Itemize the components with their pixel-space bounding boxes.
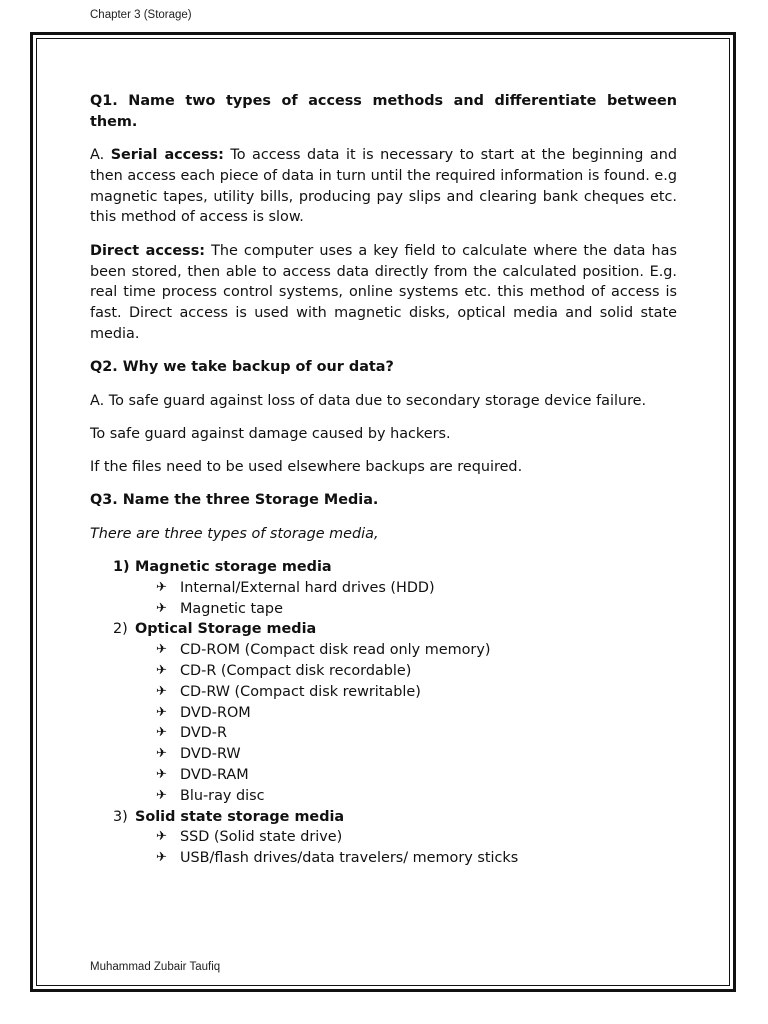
serial-access-text: To access data it is necessary to start at the beginning and then access each piece of data in turn until the required information is found. e.g magnetic tapes, utility bills, producing pay slips and clearing bank cheques etc. this method of access is slow. (90, 147, 677, 226)
list-subitem (90, 786, 677, 807)
arrow-bullet-icon: ✈ (156, 704, 167, 720)
list-subitem-text: DVD-R (180, 725, 227, 742)
list-number: 2) (113, 621, 128, 638)
list-subitem-text: CD-RW (Compact disk rewritable) (180, 683, 421, 700)
list-subitem-text: CD-R (Compact disk recordable) (180, 663, 412, 680)
answer-backup-1: A. To safe guard against loss of data due to secondary storage device failure. (90, 392, 647, 409)
list-subitem-text: Internal/External hard drives (HDD) (180, 579, 435, 596)
arrow-bullet-icon: ✈ (156, 642, 167, 658)
list-subitem-text: SSD (Solid state drive) (180, 829, 343, 846)
list-subitem (90, 703, 677, 724)
list-subitem-text: CD-ROM (Compact disk read only memory) (180, 642, 491, 659)
page-footer: Muhammad Zubair Taufiq (90, 961, 221, 973)
arrow-bullet-icon: ✈ (156, 663, 167, 679)
list-subitem (90, 682, 677, 703)
list-subitem-text: Magnetic tape (180, 600, 283, 617)
answer-direct-access (90, 241, 677, 345)
question-2: Q2. Why we take backup of our data? (90, 359, 394, 376)
list-subitem-text: Blu-ray disc (180, 787, 265, 804)
arrow-bullet-icon: ✈ (156, 787, 167, 803)
arrow-bullet-icon: ✈ (156, 829, 167, 845)
serial-access-term: Serial access: (110, 147, 224, 164)
direct-access-term: Direct access: (90, 242, 206, 259)
question-3: Q3. Name the three Storage Media. (90, 492, 379, 509)
storage-media-list (90, 557, 677, 869)
page-header: Chapter 3 (Storage) (90, 9, 192, 21)
arrow-bullet-icon: ✈ (156, 600, 167, 616)
storage-intro: There are three types of storage media, (90, 525, 379, 542)
list-title: Magnetic storage media (135, 559, 332, 576)
question-1: Q1. Name two types of access methods and differentiate between them. (90, 93, 677, 130)
list-subitem (90, 827, 677, 848)
list-number: 1) (113, 559, 130, 576)
answer-backup-3: If the files need to be used elsewhere backups are required. (90, 459, 523, 476)
arrow-bullet-icon: ✈ (156, 746, 167, 762)
list-subitem (90, 723, 677, 744)
list-subitem-text: USB/flash drives/data travelers/ memory sticks (180, 850, 519, 867)
list-subitem-text: DVD-RAM (180, 767, 249, 784)
arrow-bullet-icon: ✈ (156, 725, 167, 741)
answer-prefix: A. (90, 147, 111, 164)
list-subitem (90, 848, 677, 869)
list-title: Solid state storage media (135, 808, 345, 825)
list-item-optical (90, 619, 677, 640)
answer-serial-access (90, 145, 677, 228)
arrow-bullet-icon: ✈ (156, 850, 167, 866)
list-subitem (90, 640, 677, 661)
list-subitem (90, 744, 677, 765)
document-body (90, 91, 677, 869)
list-subitem (90, 661, 677, 682)
list-subitem (90, 765, 677, 786)
direct-access-text: The computer uses a key field to calculate where the data has been stored, then able to access data directly from the calculated position. E.g. real time process control systems, online systems etc. this method of access is fast. Direct access is used with magnetic disks, optical media and solid state media. (90, 242, 677, 342)
list-subitem (90, 599, 677, 620)
list-title: Optical Storage media (135, 621, 317, 638)
list-subitem-text: DVD-ROM (180, 704, 251, 721)
arrow-bullet-icon: ✈ (156, 767, 167, 783)
list-item-magnetic (90, 557, 677, 578)
list-number: 3) (113, 808, 128, 825)
list-item-solid-state (90, 807, 677, 828)
list-subitem (90, 578, 677, 599)
list-subitem-text: DVD-RW (180, 746, 241, 763)
arrow-bullet-icon: ✈ (156, 579, 167, 595)
arrow-bullet-icon: ✈ (156, 683, 167, 699)
answer-backup-2: To safe guard against damage caused by hackers. (90, 425, 451, 442)
